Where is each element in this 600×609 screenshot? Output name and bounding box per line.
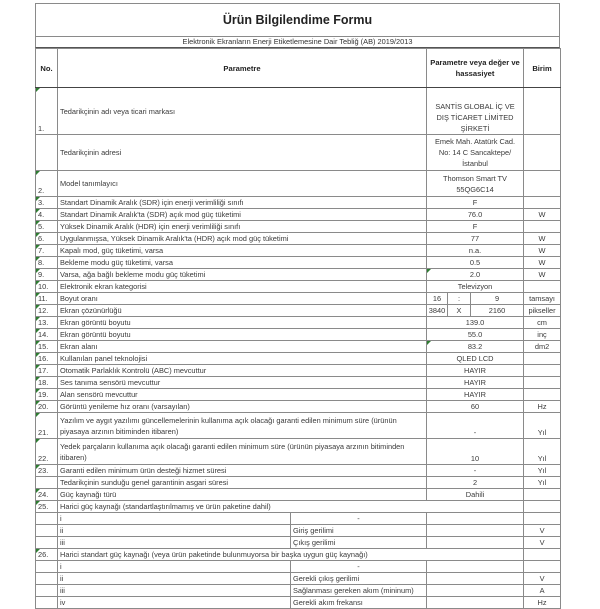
param-unit: Yıl [524, 439, 561, 465]
param-label: Uygulanmışsa, Yüksek Dinamik Aralık'ta (HDR) açık mod güç tüketimi [58, 233, 427, 245]
resolution-height: 2160 [471, 305, 524, 317]
row-number: 5. [36, 221, 58, 233]
table-row [36, 305, 561, 317]
row-number: 13. [36, 317, 58, 329]
sub-value [427, 561, 524, 573]
param-label: Harici güç kaynağı (standartlaştırılmamış ve ürün paketine dahil) [58, 501, 524, 513]
table-row [36, 413, 561, 439]
sub-row [36, 597, 561, 609]
param-unit: pikseller [524, 305, 561, 317]
sub-row [36, 585, 561, 597]
param-value: 139.0 [427, 317, 524, 329]
row-number: 16. [36, 353, 58, 365]
sub-label: - [291, 561, 427, 573]
sub-index: iv [58, 597, 291, 609]
param-value: 76.0 [427, 209, 524, 221]
row-number [36, 585, 58, 597]
param-label: Elektronik ekran kategorisi [58, 281, 427, 293]
param-label: Tedarikçinin adresi [58, 135, 427, 171]
sub-value [427, 573, 524, 585]
sub-index: ii [58, 573, 291, 585]
param-label: Harici standart güç kaynağı (veya ürün paketinde bulunmuyorsa bir başka uygun güç kaynağı) [58, 549, 524, 561]
param-value: HAYIR [427, 389, 524, 401]
table-row [36, 245, 561, 257]
sub-label: Sağlanması gereken akım (mininum) [291, 585, 427, 597]
param-value: 0.5 [427, 257, 524, 269]
param-label: Ekran görüntü boyutu [58, 317, 427, 329]
param-label: Otomatik Parlaklık Kontrolü (ABC) mevcuttur [58, 365, 427, 377]
header-unit: Birim [524, 49, 561, 88]
param-unit [524, 135, 561, 171]
param-label: Görüntü yenileme hız oranı (varsayılan) [58, 401, 427, 413]
header-parameter: Parametre [58, 49, 427, 88]
param-label: Ses tanıma sensörü mevcuttur [58, 377, 427, 389]
row-number: 7. [36, 245, 58, 257]
product-info-table [35, 48, 561, 609]
table-row [36, 171, 561, 197]
resolution-separator: X [448, 305, 471, 317]
param-label: Boyut oranı [58, 293, 427, 305]
table-row [36, 389, 561, 401]
row-number [36, 477, 58, 489]
table-row [36, 281, 561, 293]
param-unit [524, 353, 561, 365]
row-number: 25. [36, 501, 58, 513]
row-number: 19. [36, 389, 58, 401]
table-row [36, 257, 561, 269]
param-value: 83.2 [427, 341, 524, 353]
row-number: 6. [36, 233, 58, 245]
param-value: 60 [427, 401, 524, 413]
param-label: Yazılım ve aygıt yazılımı güncellemelerinin kullanıma açık olacağı garanti edilen minimum süre (ürünün piyasaya arzının bitiminden itibaren) [58, 413, 427, 439]
sub-value [427, 585, 524, 597]
param-value: F [427, 221, 524, 233]
row-number: 1. [36, 88, 58, 135]
param-unit: dm2 [524, 341, 561, 353]
param-unit: Yıl [524, 477, 561, 489]
param-label: Ekran çözünürlüğü [58, 305, 427, 317]
param-unit [524, 389, 561, 401]
row-number: 15. [36, 341, 58, 353]
param-label: Alan sensörü mevcuttur [58, 389, 427, 401]
table-row [36, 197, 561, 209]
param-value: F [427, 197, 524, 209]
sub-unit: Hz [524, 597, 561, 609]
table-row [36, 233, 561, 245]
param-unit: Hz [524, 401, 561, 413]
param-label: Standart Dinamik Aralık'ta (SDR) açık mod güç tüketimi [58, 209, 427, 221]
table-row [36, 317, 561, 329]
sub-value [427, 513, 524, 525]
param-label: Model tanımlayıcı [58, 171, 427, 197]
table-row [36, 501, 561, 513]
sub-row [36, 573, 561, 585]
param-value: Thomson Smart TV 55QG6C14 [427, 171, 524, 197]
row-number [36, 537, 58, 549]
table-row [36, 465, 561, 477]
row-number [36, 525, 58, 537]
row-number: 21. [36, 413, 58, 439]
param-value: 2.0 [427, 269, 524, 281]
sub-unit [524, 561, 561, 573]
param-label: Yedek parçaların kullanıma açık olacağı garanti edilen minimum süre (ürünün piyasaya arzının bitiminden itibaren) [58, 439, 427, 465]
row-number: 8. [36, 257, 58, 269]
row-number: 18. [36, 377, 58, 389]
param-value: n.a. [427, 245, 524, 257]
param-label: Ekran görüntü boyutu [58, 329, 427, 341]
param-label: Yüksek Dinamik Aralık (HDR) için enerji verimliliği sınıfı [58, 221, 427, 233]
sub-label: Çıkış gerilimi [291, 537, 427, 549]
param-value: Emek Mah. Atatürk Cad. No: 14 C Sancaktepe/İstanbul [427, 135, 524, 171]
row-number: 14. [36, 329, 58, 341]
row-number: 17. [36, 365, 58, 377]
param-label: Bekleme modu güç tüketimi, varsa [58, 257, 427, 269]
table-row [36, 88, 561, 135]
param-value: 2 [427, 477, 524, 489]
table-row [36, 329, 561, 341]
param-label: Garanti edilen minimum ürün desteği hizmet süresi [58, 465, 427, 477]
param-value: QLED LCD [427, 353, 524, 365]
row-number: 12. [36, 305, 58, 317]
param-value: Televizyon [427, 281, 524, 293]
sub-label: Gerekli akım frekansı [291, 597, 427, 609]
sub-unit [524, 513, 561, 525]
param-unit [524, 281, 561, 293]
resolution-width: 3840 [427, 305, 448, 317]
sub-value [427, 597, 524, 609]
sub-index: ii [58, 525, 291, 537]
aspect-height: 9 [471, 293, 524, 305]
param-value: 55.0 [427, 329, 524, 341]
param-unit: W [524, 257, 561, 269]
param-unit: W [524, 233, 561, 245]
aspect-width: 16 [427, 293, 448, 305]
row-number: 2. [36, 171, 58, 197]
param-unit [524, 171, 561, 197]
row-number: 11. [36, 293, 58, 305]
sub-index: i [58, 561, 291, 573]
param-unit: tamsayı [524, 293, 561, 305]
param-label: Varsa, ağa bağlı bekleme modu güç tüketimi [58, 269, 427, 281]
param-unit [524, 377, 561, 389]
sub-row [36, 513, 561, 525]
param-label: Ekran alanı [58, 341, 427, 353]
param-label: Tedarikçinin sunduğu genel garantinin asgari süresi [58, 477, 427, 489]
row-number [36, 135, 58, 171]
param-unit [524, 489, 561, 501]
table-row [36, 549, 561, 561]
table-row [36, 477, 561, 489]
param-label: Kullanılan panel teknolojisi [58, 353, 427, 365]
sub-unit: V [524, 573, 561, 585]
param-value: HAYIR [427, 377, 524, 389]
param-unit: W [524, 245, 561, 257]
param-unit [524, 549, 561, 561]
param-value: 77 [427, 233, 524, 245]
table-row [36, 353, 561, 365]
form-title: Ürün Bilgilendime Formu [35, 3, 560, 36]
param-value: 10 [427, 439, 524, 465]
param-value: Dahili [427, 489, 524, 501]
param-unit: Yıl [524, 465, 561, 477]
table-row [36, 221, 561, 233]
row-number: 3. [36, 197, 58, 209]
sub-row [36, 525, 561, 537]
row-number [36, 561, 58, 573]
param-value: SANTİS GLOBAL İÇ VE DIŞ TİCARET LİMİTED ŞİRKETİ [427, 88, 524, 135]
sub-label: Gerekli çıkış gerilimi [291, 573, 427, 585]
aspect-separator: : [448, 293, 471, 305]
table-row [36, 293, 561, 305]
table-row [36, 209, 561, 221]
table-row [36, 439, 561, 465]
row-number [36, 573, 58, 585]
row-number: 24. [36, 489, 58, 501]
param-unit [524, 197, 561, 209]
product-information-form [35, 3, 560, 609]
sub-value [427, 525, 524, 537]
row-number [36, 513, 58, 525]
header-value: Parametre veya değer ve hassasiyet [427, 49, 524, 88]
regulation-subtitle: Elektronik Ekranların Enerji Etiketlemesine Dair Tebliğ (AB) 2019/2013 [35, 36, 560, 48]
param-value: HAYIR [427, 365, 524, 377]
row-number: 22. [36, 439, 58, 465]
table-row [36, 135, 561, 171]
param-unit: W [524, 209, 561, 221]
header-row [36, 49, 561, 88]
param-label: Kapalı mod, güç tüketimi, varsa [58, 245, 427, 257]
table-row [36, 489, 561, 501]
sub-index: i [58, 513, 291, 525]
param-label: Tedarikçinin adı veya ticari markası [58, 88, 427, 135]
param-unit [524, 365, 561, 377]
sub-label: - [291, 513, 427, 525]
sub-unit: V [524, 525, 561, 537]
sub-unit: A [524, 585, 561, 597]
row-number: 10. [36, 281, 58, 293]
param-label: Standart Dinamik Aralık (SDR) için enerji verimliliği sınıfı [58, 197, 427, 209]
row-number [36, 597, 58, 609]
row-number: 20. [36, 401, 58, 413]
param-unit: W [524, 269, 561, 281]
param-value: - [427, 413, 524, 439]
param-unit [524, 88, 561, 135]
param-unit: Yıl [524, 413, 561, 439]
param-unit: inç [524, 329, 561, 341]
param-unit [524, 501, 561, 513]
param-unit [524, 221, 561, 233]
table-row [36, 401, 561, 413]
row-number: 9. [36, 269, 58, 281]
table-row [36, 377, 561, 389]
sub-unit: V [524, 537, 561, 549]
param-value: - [427, 465, 524, 477]
row-number: 4. [36, 209, 58, 221]
param-label: Güç kaynağı türü [58, 489, 427, 501]
row-number: 26. [36, 549, 58, 561]
table-row [36, 365, 561, 377]
sub-index: iii [58, 585, 291, 597]
sub-value [427, 537, 524, 549]
sub-row [36, 537, 561, 549]
table-row [36, 341, 561, 353]
sub-index: iii [58, 537, 291, 549]
header-no: No. [36, 49, 58, 88]
sub-label: Giriş gerilimi [291, 525, 427, 537]
row-number: 23. [36, 465, 58, 477]
param-unit: cm [524, 317, 561, 329]
sub-row [36, 561, 561, 573]
table-row [36, 269, 561, 281]
